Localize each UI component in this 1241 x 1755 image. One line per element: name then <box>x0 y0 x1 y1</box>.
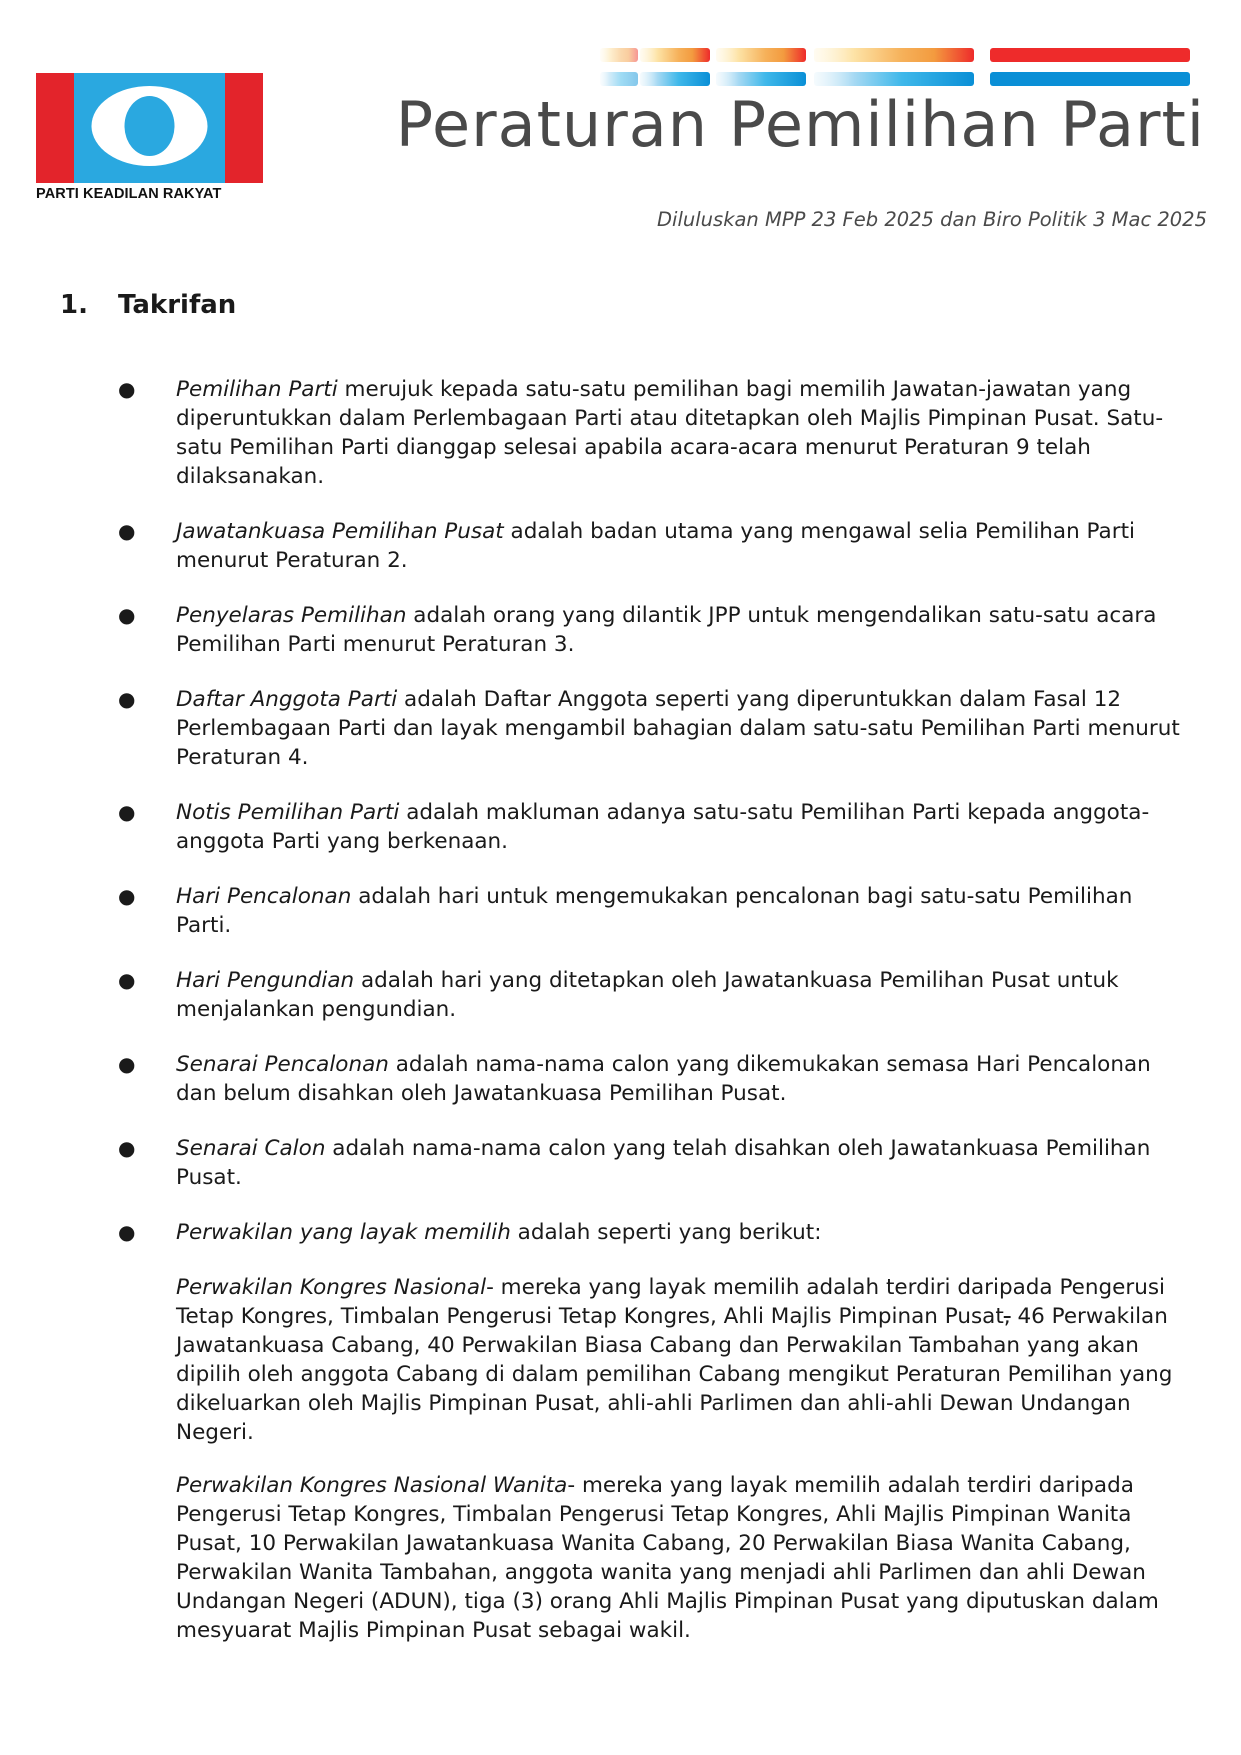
definition-term: Penyelaras Pemilihan <box>176 603 407 628</box>
bullet-icon: ● <box>118 1136 136 1160</box>
sub-paragraph-term: Perwakilan Kongres Nasional Wanita <box>176 1473 568 1498</box>
definition-term: Hari Pencalonan <box>176 884 352 909</box>
definition-term: Notis Pemilihan Parti <box>176 800 400 825</box>
definition-text: adalah makluman adanya satu-satu Pemilihan Parti kepada anggota-anggota Parti yang berkenaan. <box>176 800 1150 854</box>
sub-paragraph-text-continued: 46 Perwakilan Jawatankuasa Cabang, 40 Perwakilan Biasa Cabang dan Perwakilan Tambahan yang akan dipilih oleh anggota Cabang di dalam pemilihan Cabang mengikut Peraturan Pemilihan yang dikeluarkan oleh Majlis Pimpinan Pusat, ahli-ahli Parlimen dan ahli-ahli Dewan Undangan Negeri. <box>176 1304 1173 1445</box>
bullet-icon: ● <box>118 1220 136 1244</box>
bullet-icon: ● <box>118 603 136 627</box>
sub-paragraph-term: Perwakilan Kongres Nasional <box>176 1275 487 1300</box>
bullet-icon: ● <box>118 800 136 824</box>
definition-text: adalah nama-nama calon yang telah disahkan oleh Jawatankuasa Pemilihan Pusat. <box>176 1136 1151 1190</box>
definition-term: Jawatankuasa Pemilihan Pusat <box>176 519 504 544</box>
definition-item <box>118 375 1186 491</box>
bullet-icon: ● <box>118 884 136 908</box>
definition-text: adalah Daftar Anggota seperti yang diperuntukkan dalam Fasal 12 Perlembagaan Parti dan layak mengambil bahagian dalam satu-satu Pemilihan Parti menurut Peraturan 4. <box>176 687 1180 770</box>
document-title: Peraturan Pemilihan Parti <box>395 88 1205 161</box>
definition-term: Perwakilan yang layak memilih <box>176 1220 511 1245</box>
definition-item <box>118 798 1186 856</box>
definition-text: adalah hari yang ditetapkan oleh Jawatankuasa Pemilihan Pusat untuk menjalankan pengundian. <box>176 968 1119 1022</box>
definition-item <box>118 517 1186 575</box>
definition-text: adalah orang yang dilantik JPP untuk mengendalikan satu-satu acara Pemilihan Parti menurut Peraturan 3. <box>176 603 1157 657</box>
bullet-icon: ● <box>118 687 136 711</box>
definition-item <box>118 966 1186 1024</box>
bullet-icon: ● <box>118 968 136 992</box>
document-subtitle: Diluluskan MPP 23 Feb 2025 dan Biro Politik 3 Mac 2025 <box>657 208 1207 231</box>
section-number: 1. <box>60 290 88 320</box>
sub-paragraph-kongres-nasional <box>176 1273 1186 1447</box>
definition-term: Hari Pengundian <box>176 968 355 993</box>
definition-term: Daftar Anggota Parti <box>176 687 398 712</box>
section-title: Takrifan <box>118 290 237 320</box>
logo-text: PARTI KEADILAN RAKYAT <box>36 186 222 202</box>
definition-text: adalah badan utama yang mengawal selia Pemilihan Parti menurut Peraturan 2. <box>176 519 1135 573</box>
sub-paragraph-text: - mereka yang layak memilih adalah terdiri daripada Pengerusi Tetap Kongres, Timbalan Pengerusi Tetap Kongres, Ahli Majlis Pimpinan Wanita Pusat, 10 Perwakilan Jawatankuasa Wanita Cabang, 20 Perwakilan Biasa Wanita Cabang, Perwakilan Wanita Tambahan, anggota wanita yang menjadi ahli Parlimen dan ahli Dewan Undangan Negeri (ADUN), tiga (3) orang Ahli Majlis Pimpinan Pusat yang diputuskan dalam mesyuarat Majlis Pimpinan Pusat sebagai wakil. <box>176 1473 1159 1643</box>
definition-text: adalah seperti yang berikut: <box>510 1220 822 1245</box>
bullet-icon: ● <box>118 1052 136 1076</box>
party-logo <box>36 73 263 202</box>
definition-item <box>118 882 1186 940</box>
definition-term: Senarai Pencalonan <box>176 1052 389 1077</box>
definition-text: adalah nama-nama calon yang dikemukakan semasa Hari Pencalonan dan belum disahkan oleh Jawatankuasa Pemilihan Pusat. <box>176 1052 1151 1106</box>
sub-paragraph-text: - mereka yang layak memilih adalah terdiri daripada Pengerusi Tetap Kongres, Timbalan Pengerusi Tetap Kongres, Ahli Majlis Pimpinan Pusat <box>176 1275 1166 1329</box>
definition-term: Senarai Calon <box>176 1136 326 1161</box>
party-logo-flag <box>36 73 263 183</box>
struck-text: , <box>1003 1304 1011 1329</box>
definition-item <box>118 1050 1186 1108</box>
definition-term: Pemilihan Parti <box>176 377 338 402</box>
bullet-icon: ● <box>118 519 136 543</box>
definitions-list <box>118 375 1186 1669</box>
section-heading <box>60 290 236 320</box>
bullet-icon: ● <box>118 377 136 401</box>
sub-paragraph-kongres-wanita <box>176 1471 1186 1645</box>
definition-text: adalah hari untuk mengemukakan pencalonan bagi satu-satu Pemilihan Parti. <box>176 884 1133 938</box>
definition-text: merujuk kepada satu-satu pemilihan bagi memilih Jawatan-jawatan yang diperuntukkan dalam Perlembagaan Parti atau ditetapkan oleh Majlis Pimpinan Pusat. Satu-satu Pemilihan Parti dianggap selesai apabila acara-acara menurut Peraturan 9 telah dilaksanakan. <box>176 377 1164 489</box>
definition-item <box>118 601 1186 659</box>
definition-item <box>118 1218 1186 1247</box>
definition-item <box>118 1134 1186 1192</box>
definition-item <box>118 685 1186 772</box>
